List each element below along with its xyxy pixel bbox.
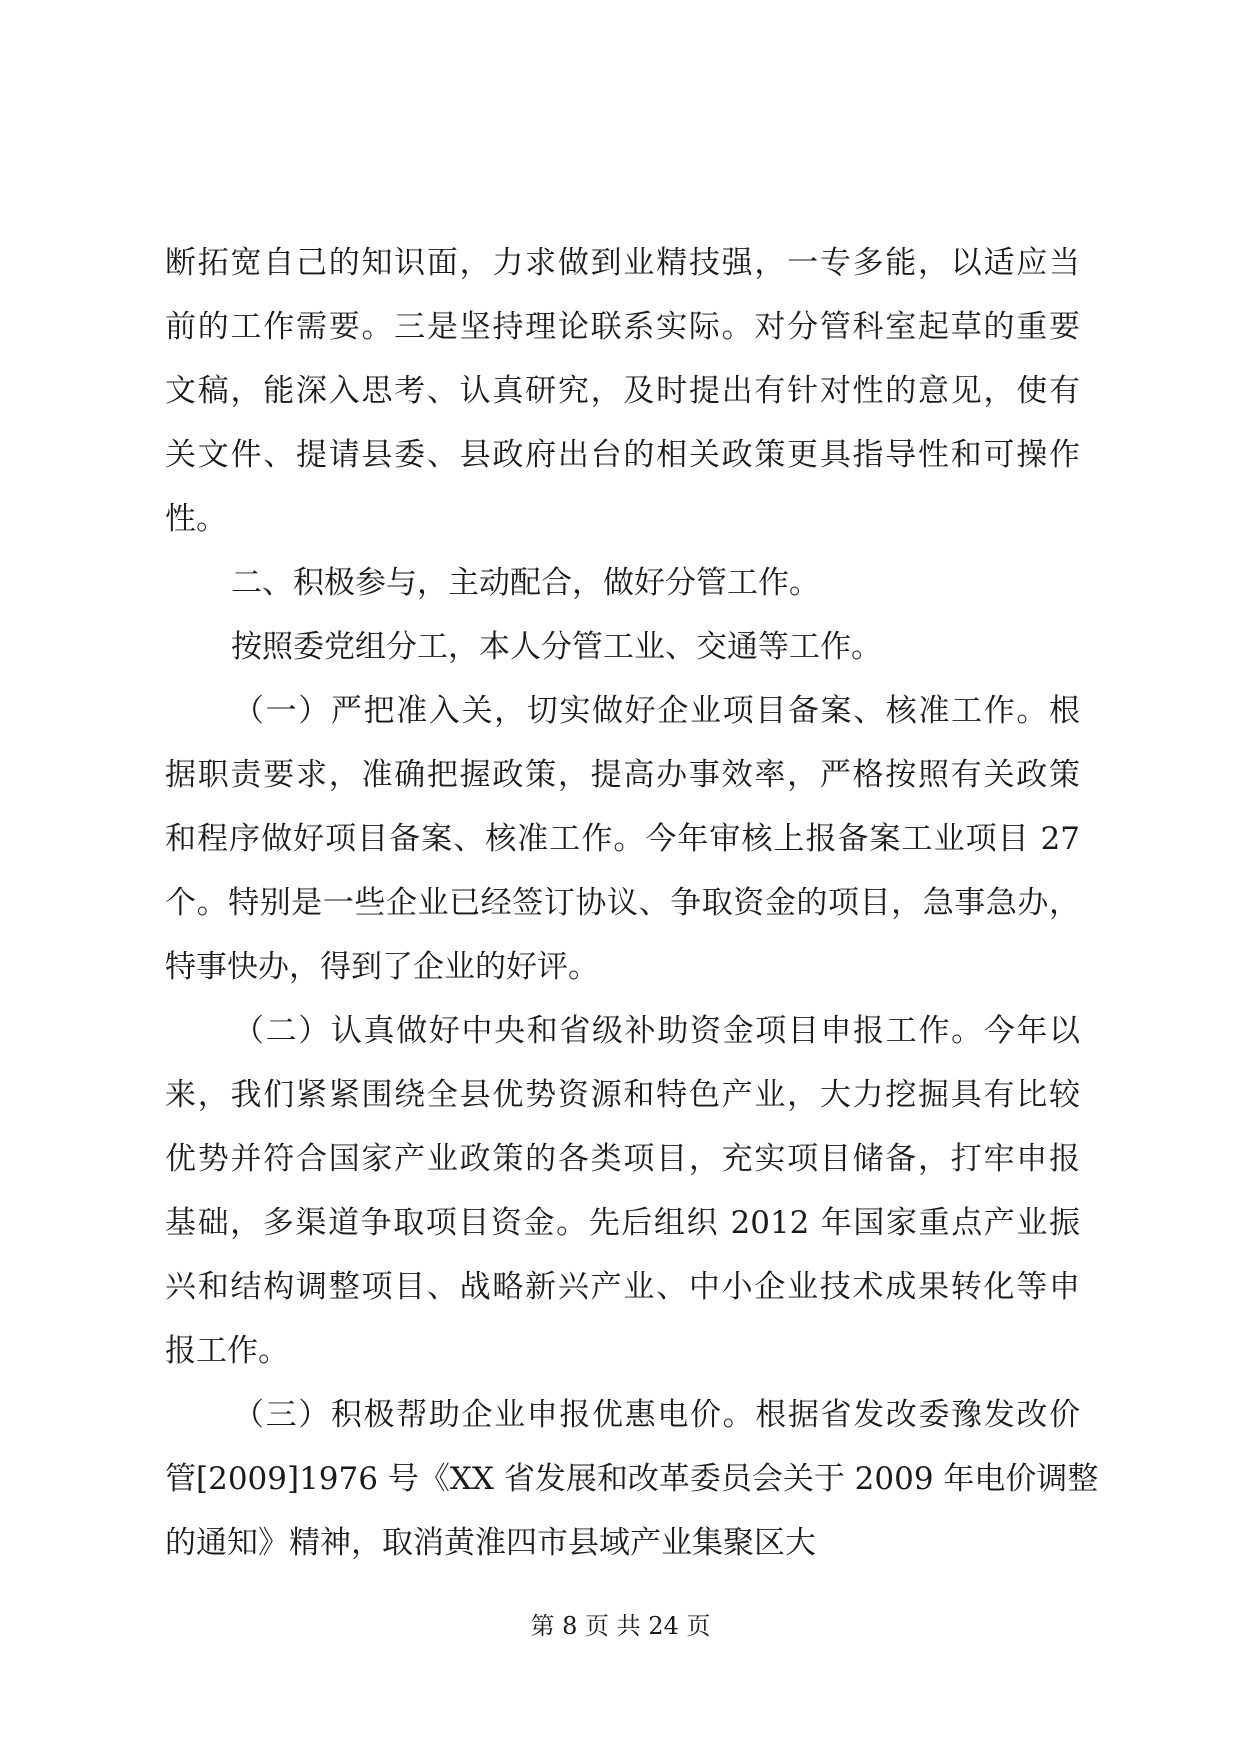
text-line: 前的工作需要。三是坚持理论联系实际。对分管科室起草的重要 — [165, 309, 1080, 345]
text-line: 个。特别是一些企业已经签订协议、争取资金的项目，急事急办， — [165, 885, 1080, 921]
text-line: 的通知》精神，取消黄淮四市县域产业集聚区大 — [165, 1525, 816, 1561]
text-line: 性。 — [165, 501, 227, 537]
text-line: 兴和结构调整项目、战略新兴产业、中小企业技术成果转化等申 — [165, 1269, 1080, 1305]
text-line: 文稿，能深入思考、认真研究，及时提出有针对性的意见，使有 — [165, 373, 1080, 409]
text-line: 优势并符合国家产业政策的各类项目，充实项目储备，打牢申报 — [165, 1141, 1080, 1177]
text-line: 断拓宽自己的知识面，力求做到业精技强，一专多能，以适应当 — [165, 245, 1080, 281]
body-text — [165, 231, 1099, 1575]
subsection-heading: （三）积极帮助企业申报优惠电价。根据省发改委豫发改价 — [233, 1397, 1080, 1433]
text-line: 报工作。 — [165, 1333, 289, 1369]
subsection-heading: （一）严把准入关，切实做好企业项目备案、核准工作。根 — [233, 693, 1080, 729]
text-line: 和程序做好项目备案、核准工作。今年审核上报备案工业项目 27 — [165, 821, 1080, 857]
section-heading: 二、积极参与，主动配合，做好分管工作。 — [231, 565, 820, 601]
text-line: 据职责要求，准确把握政策，提高办事效率，严格按照有关政策 — [165, 757, 1080, 793]
text-line: 来，我们紧紧围绕全县优势资源和特色产业，大力挖掘具有比较 — [165, 1077, 1080, 1113]
subsection-heading: （二）认真做好中央和省级补助资金项目申报工作。今年以 — [233, 1013, 1080, 1049]
text-line: 按照委党组分工，本人分管工业、交通等工作。 — [231, 629, 882, 665]
text-line: 特事快办，得到了企业的好评。 — [165, 949, 599, 985]
page-number-footer: 第 8 页 共 24 页 — [530, 1612, 711, 1640]
text-line: 管[2009]1976 号《XX 省发展和改革委员会关于 2009 年电价调整 — [165, 1461, 1099, 1497]
text-line: 关文件、提请县委、县政府出台的相关政策更具指导性和可操作 — [165, 437, 1080, 473]
text-line: 基础，多渠道争取项目资金。先后组织 2012 年国家重点产业振 — [165, 1205, 1080, 1241]
